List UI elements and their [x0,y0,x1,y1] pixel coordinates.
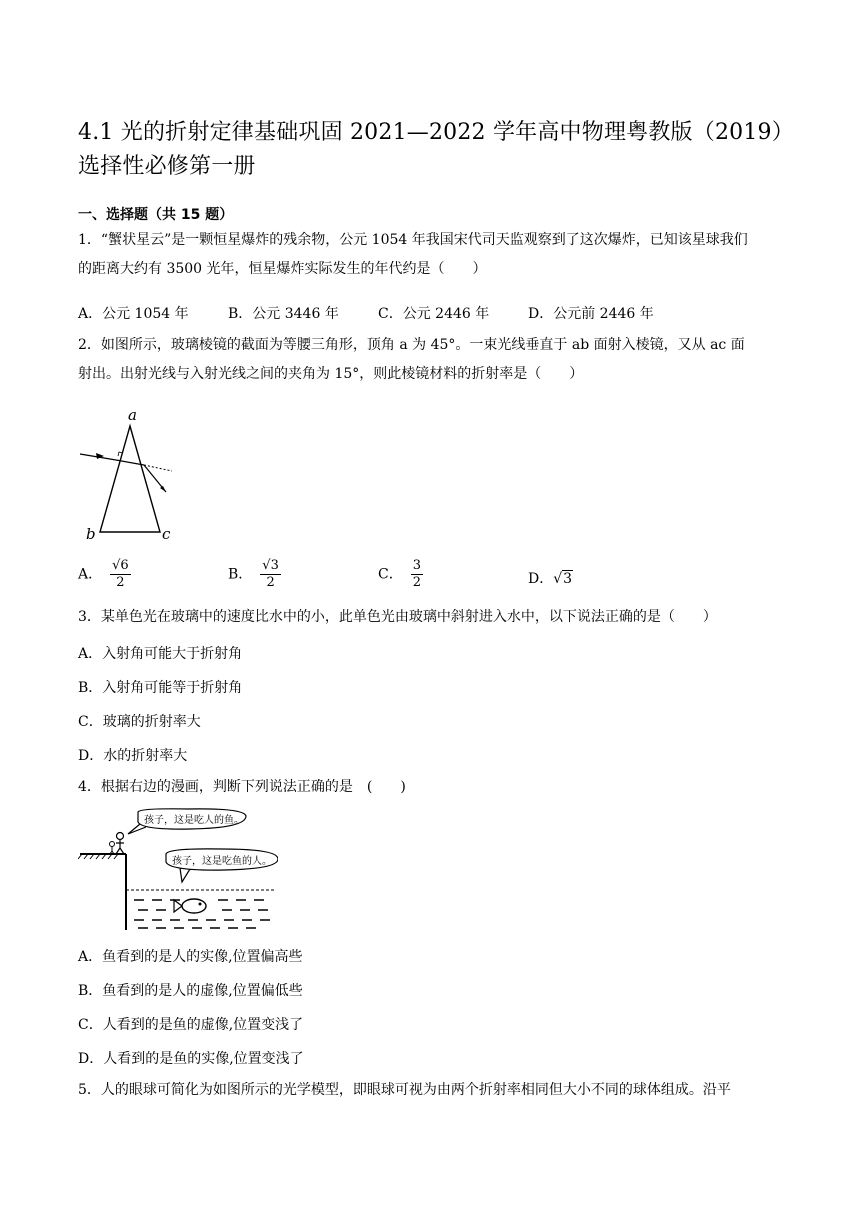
denominator: 2 [412,575,421,590]
q3-option-d: D．水的折射率大 [78,748,188,764]
option-label: B． [228,566,253,583]
q2-option-d [528,568,573,588]
stem-line: 2．如图所示，玻璃棱镜的截面为等腰三角形，顶角 a 为 45°。一束光线垂直于 ab 面射入棱镜，又从 ac 面 [78,337,745,353]
option-label: A． [78,566,103,583]
q4-option-a: A．鱼看到的是人的实像,位置偏高些 [78,949,303,965]
radicand: 3 [563,571,573,587]
q2-option-c [378,558,423,591]
child-body [110,847,114,854]
stem-line: 1．“蟹状星云”是一颗恒星爆炸的残余物，公元 1054 年我国宋代司天监观察到了这次爆炸，已知该星球我们 [78,232,748,248]
numerator: √3 [262,558,279,573]
q4-option-d: D．人看到的是鱼的实像,位置变浅了 [78,1051,304,1067]
square-root: √3 [553,571,573,587]
q3-option-b: B．入射角可能等于折射角 [78,680,243,696]
q1-option-d: D．公元前 2446 年 [528,306,654,322]
child-head [110,842,115,847]
q2-option-b [228,558,281,591]
prism-triangle [100,426,160,532]
prism-figure [78,408,178,540]
numerator: 3 [412,558,421,573]
stem-line: 3．某单色光在玻璃中的速度比水中的小，此单色光由玻璃中斜射进入水中，以下说法正确的是（ ） [78,609,717,625]
option-label: C． [378,566,403,583]
q1-option-b: B．公元 3446 年 [228,306,339,322]
numerator: √6 [112,558,129,573]
option-label: D． [528,571,554,587]
question-5-stem [78,1076,788,1105]
question-1-stem [78,226,788,284]
question-3-stem [78,603,788,632]
stem-line: 4．根据右边的漫画，判断下列说法正确的是 ( ) [78,779,406,795]
document-title [78,116,794,184]
denominator: 2 [266,575,275,590]
q3-option-a: A．入射角可能大于折射角 [78,646,243,662]
fish-tail [174,900,182,912]
person-head [117,833,124,840]
title-line-1: 4.1 光的折射定律基础巩固 2021—2022 学年高中物理粤教版（2019） [78,120,794,145]
radicand: 3 [270,558,279,573]
stem-line: 的距离大约有 3500 光年，恒星爆炸实际发生的年代约是（ ） [78,261,487,277]
q4-option-b: B．鱼看到的是人的虚像,位置偏低些 [78,983,303,999]
speech-text-top: 孩子，这是吃人的鱼。 [144,815,244,826]
vertex-b-label: b [86,525,96,540]
section-heading: 一、选择题（共 15 题） [78,207,234,223]
question-4-stem [78,773,788,802]
q3-option-c: C．玻璃的折射率大 [78,714,201,730]
person-body [116,840,124,854]
emergent-arrow [160,486,166,492]
water-ripples [134,900,270,928]
cartoon-figure [78,806,278,930]
q4-option-c: C．人看到的是鱼的虚像,位置变浅了 [78,1017,304,1033]
denominator: 2 [116,575,125,590]
vertex-a-label: a [128,408,137,424]
fraction [110,558,131,591]
vertex-c-label: c [162,525,171,540]
q1-option-c: C．公元 2446 年 [378,306,490,322]
radicand: 6 [120,558,129,573]
title-line-2: 选择性必修第一册 [78,154,256,179]
fraction [260,558,281,591]
q1-option-a: A．公元 1054 年 [78,306,189,322]
speech-text-fish: 孩子，这是吃鱼的人。 [172,856,272,867]
fraction [411,558,423,591]
fish-eye [199,903,202,906]
stem-line: 5．人的眼球可简化为如图所示的光学模型，即眼球可视为由两个折射率相同但大小不同的球体组成。沿平 [78,1082,731,1098]
stem-line: 射出。出射光线与入射光线之间的夹角为 15°，则此棱镜材料的折射率是（ ） [78,366,584,382]
question-2-stem [78,331,788,389]
fish-body [182,899,206,913]
q2-option-a [78,558,131,591]
